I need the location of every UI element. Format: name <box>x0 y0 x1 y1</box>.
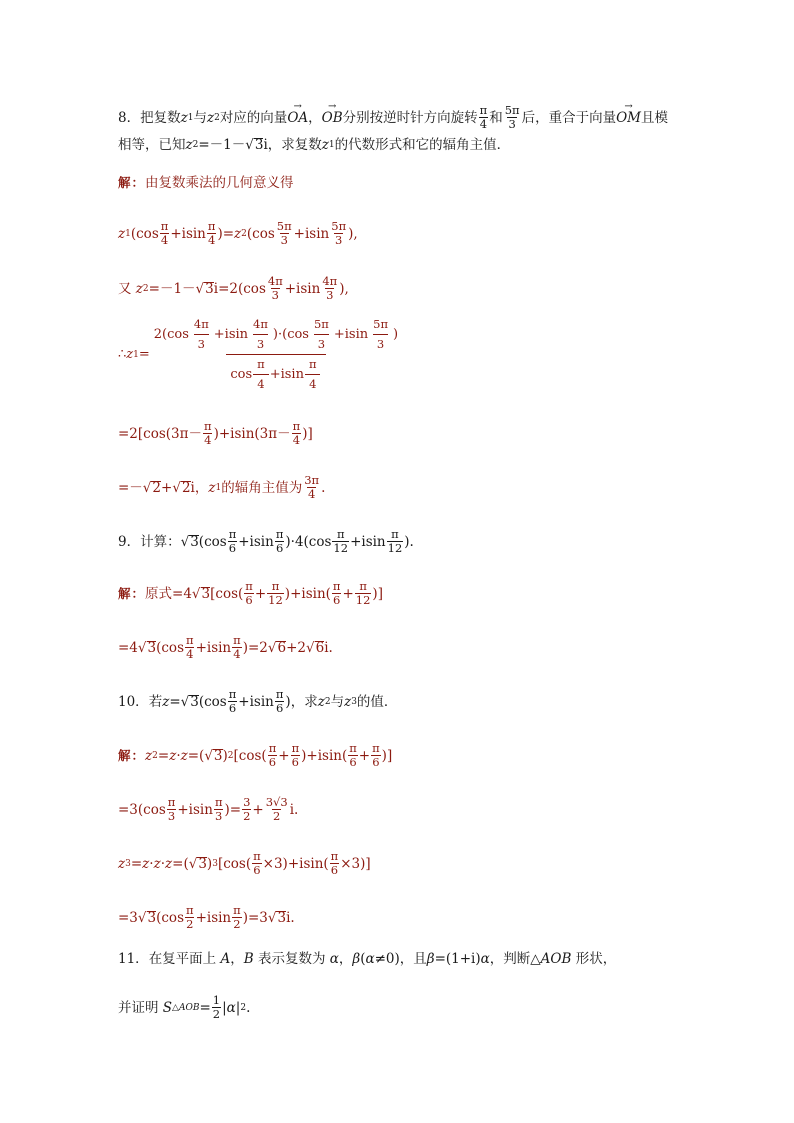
solution-label: 解： <box>118 585 146 601</box>
a10-equation-1: 解： z 2 = z · z =(√ 3 ) 2 [cos( π 6 + π 6 )+isin( π 6 + π 6 )] <box>118 741 393 769</box>
q9-text: 计算： <box>140 533 181 550</box>
q8-text: 和 <box>489 109 503 126</box>
a8-intro <box>118 174 294 192</box>
q8-text: 后，重合于向量 <box>521 109 617 126</box>
q10-text: 与 <box>330 693 345 710</box>
a8-equation-2: 又 z 2 =－1－√ 3 i=2(cos 4π 3 +isin 4π 3 ), <box>118 274 349 302</box>
q11-line-1: 11． 在复平面上 A ， B 表示复数为 α ， β ( α ≠0) ，且 β =(1+i) α ，判断△ AOB 形状， <box>118 951 617 967</box>
q10-text: 若 <box>148 693 163 710</box>
a10-equation-4: =3√ 3 (cos π 2 +isin π 2 )=3√ 3 i. <box>118 903 295 931</box>
vector-om: → OM <box>616 109 641 127</box>
a8-equation-3: ∴ z 1 = 2(cos 4π 3 +isin 4π 3 )·(cos 5π 3 +isin 5π 3 ) cos π 4 +isin π 4 <box>118 317 399 391</box>
q8-text: ， <box>308 109 322 126</box>
q10-line: 10． 若 z =√ 3 (cos π 6 +isin π 6 ) ，求 z 2 与 z 3 的值． <box>118 687 398 715</box>
a10-equation-3: z 3 = z · z · z =(√ 3 ) 3 [cos( π 6 ×3)+isin( π 6 ×3)] <box>118 849 371 877</box>
q11-text: 并证明 <box>118 999 159 1016</box>
q11-text: 形状， <box>575 951 617 967</box>
a9-equation-1: 解： 原式 =4√ 3 [cos( π 6 + π 12 )+isin( π 6 + π 12 )] <box>118 579 383 607</box>
q11-number: 11． <box>118 951 149 967</box>
a8-you-text: 又 <box>118 280 132 297</box>
a8-equation-4: =2[cos(3π－ π 4 )+isin(3π－ π 4 )] <box>118 419 313 447</box>
q11-text: ，判断△ <box>489 951 541 967</box>
a9-text: 原式 <box>145 585 173 602</box>
q8-text: 对应的向量 <box>219 109 288 126</box>
solution-label: 解： <box>118 747 146 763</box>
therefore-symbol: ∴ <box>118 347 127 362</box>
a8-intro-text: 由复数乘法的几何意义得 <box>145 175 294 191</box>
q8-number: 8． <box>118 109 141 126</box>
q11-text: 在复平面上 <box>148 951 217 967</box>
q11-text: 表示复数为 <box>257 951 326 967</box>
a8-equation-1: z 1 (cos π 4 +isin π 4 )= z 2 (cos 5π 3 +isin 5π 3 ), <box>118 219 358 247</box>
a9-equation-2: =4√ 3 (cos π 4 +isin π 4 )=2√ 6 +2√ 6 i. <box>118 633 333 661</box>
q10-number: 10． <box>118 693 149 710</box>
a10-equation-2: =3(cos π 3 +isin π 3 )= 3 2 + 3√3 2 i. <box>118 795 299 823</box>
q8-text: ，求复数 <box>267 137 322 153</box>
q8-text: 的代数形式和它的辐角主值． <box>334 137 511 153</box>
q11-text: ，且 <box>399 951 427 967</box>
q8-text: 且模 <box>640 109 668 126</box>
a8-arg-text: 的辐角主值为 <box>221 479 303 496</box>
vector-ob: → OB <box>322 109 343 127</box>
q8-line-1: 8． 把复数 z 1 与 z 2 对应的向量 → OA ， → OB 分别按逆时针方向旋转 π 4 和 5π 3 后，重合于向量 → OM 且模 <box>118 104 668 131</box>
solution-label: 解： <box>118 175 146 190</box>
vector-oa: → OA <box>287 109 308 127</box>
q10-text: 的值． <box>356 693 398 710</box>
q9-number: 9． <box>118 533 141 550</box>
q11-line-2: 并证明 S △AOB = 1 2 | α | 2 . <box>118 993 251 1021</box>
q8-text: 相等，已知 <box>118 137 186 153</box>
a8-equation-5: =－√ 2 +√ 2 i， z 1 的辐角主值为 3π 4 . <box>118 473 326 501</box>
q8-line-2: 相等，已知 z 2 =－1－√ 3 i ，求复数 z 1 的代数形式和它的辐角主值． <box>118 137 511 153</box>
q8-text: 把复数 <box>140 109 181 126</box>
q8-text: 分别按逆时针方向旋转 <box>342 109 478 126</box>
q9-line: 9． 计算： √ 3 (cos π 6 +isin π 6 )·4(cos π 12 +isin π 12 ). <box>118 527 414 555</box>
q10-text: ，求 <box>290 693 318 710</box>
q8-text: 与 <box>193 109 207 126</box>
